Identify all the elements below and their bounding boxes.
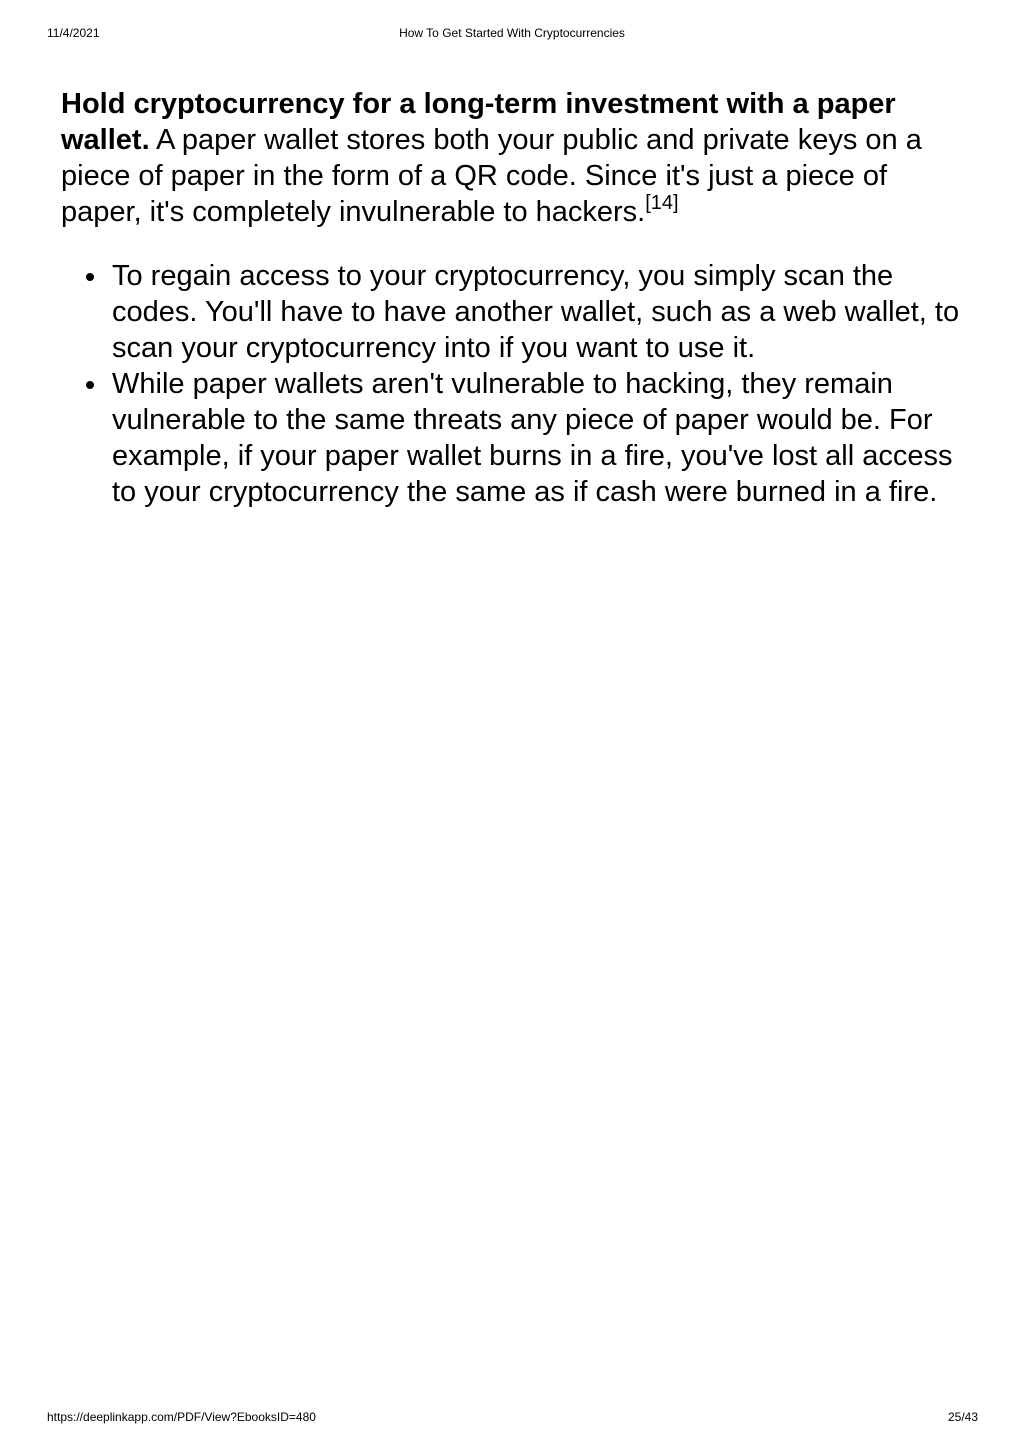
source-url[interactable]: https://deeplinkapp.com/PDF/View?EbooksID=480 xyxy=(47,1410,316,1424)
document-title: How To Get Started With Cryptocurrencies xyxy=(399,26,625,40)
print-footer xyxy=(0,1410,1024,1426)
bullet-icon xyxy=(86,273,94,281)
list-item xyxy=(112,366,971,510)
list-item xyxy=(112,258,971,366)
list-item-text: To regain access to your cryptocurrency, you simply scan the codes. You'll have to have another wallet, such as a web wallet, to scan your cryptocurrency into if you want to use it. xyxy=(112,260,960,364)
tips-list xyxy=(61,258,971,510)
bullet-icon xyxy=(86,381,94,389)
print-date: 11/4/2021 xyxy=(47,26,100,40)
list-item-text: While paper wallets aren't vulnerable to hacking, they remain vulnerable to the same threats any piece of paper would be. For example, if your paper wallet burns in a fire, you've lost all access to your cryptocurrency the same as if cash were burned in a fire. xyxy=(112,368,953,508)
step-body: A paper wallet stores both your public and private keys on a piece of paper in the form of a QR code. Since it's just a piece of paper, it's completely invulnerable to hackers. xyxy=(61,124,922,228)
print-header xyxy=(0,26,1024,42)
citation-link[interactable]: [14] xyxy=(645,192,679,214)
article-content xyxy=(61,86,971,510)
page-number: 25/43 xyxy=(947,1410,978,1424)
step-paragraph xyxy=(61,86,971,230)
step-heading: Hold cryptocurrency for a long-term investment with a paper wallet. xyxy=(61,88,896,156)
